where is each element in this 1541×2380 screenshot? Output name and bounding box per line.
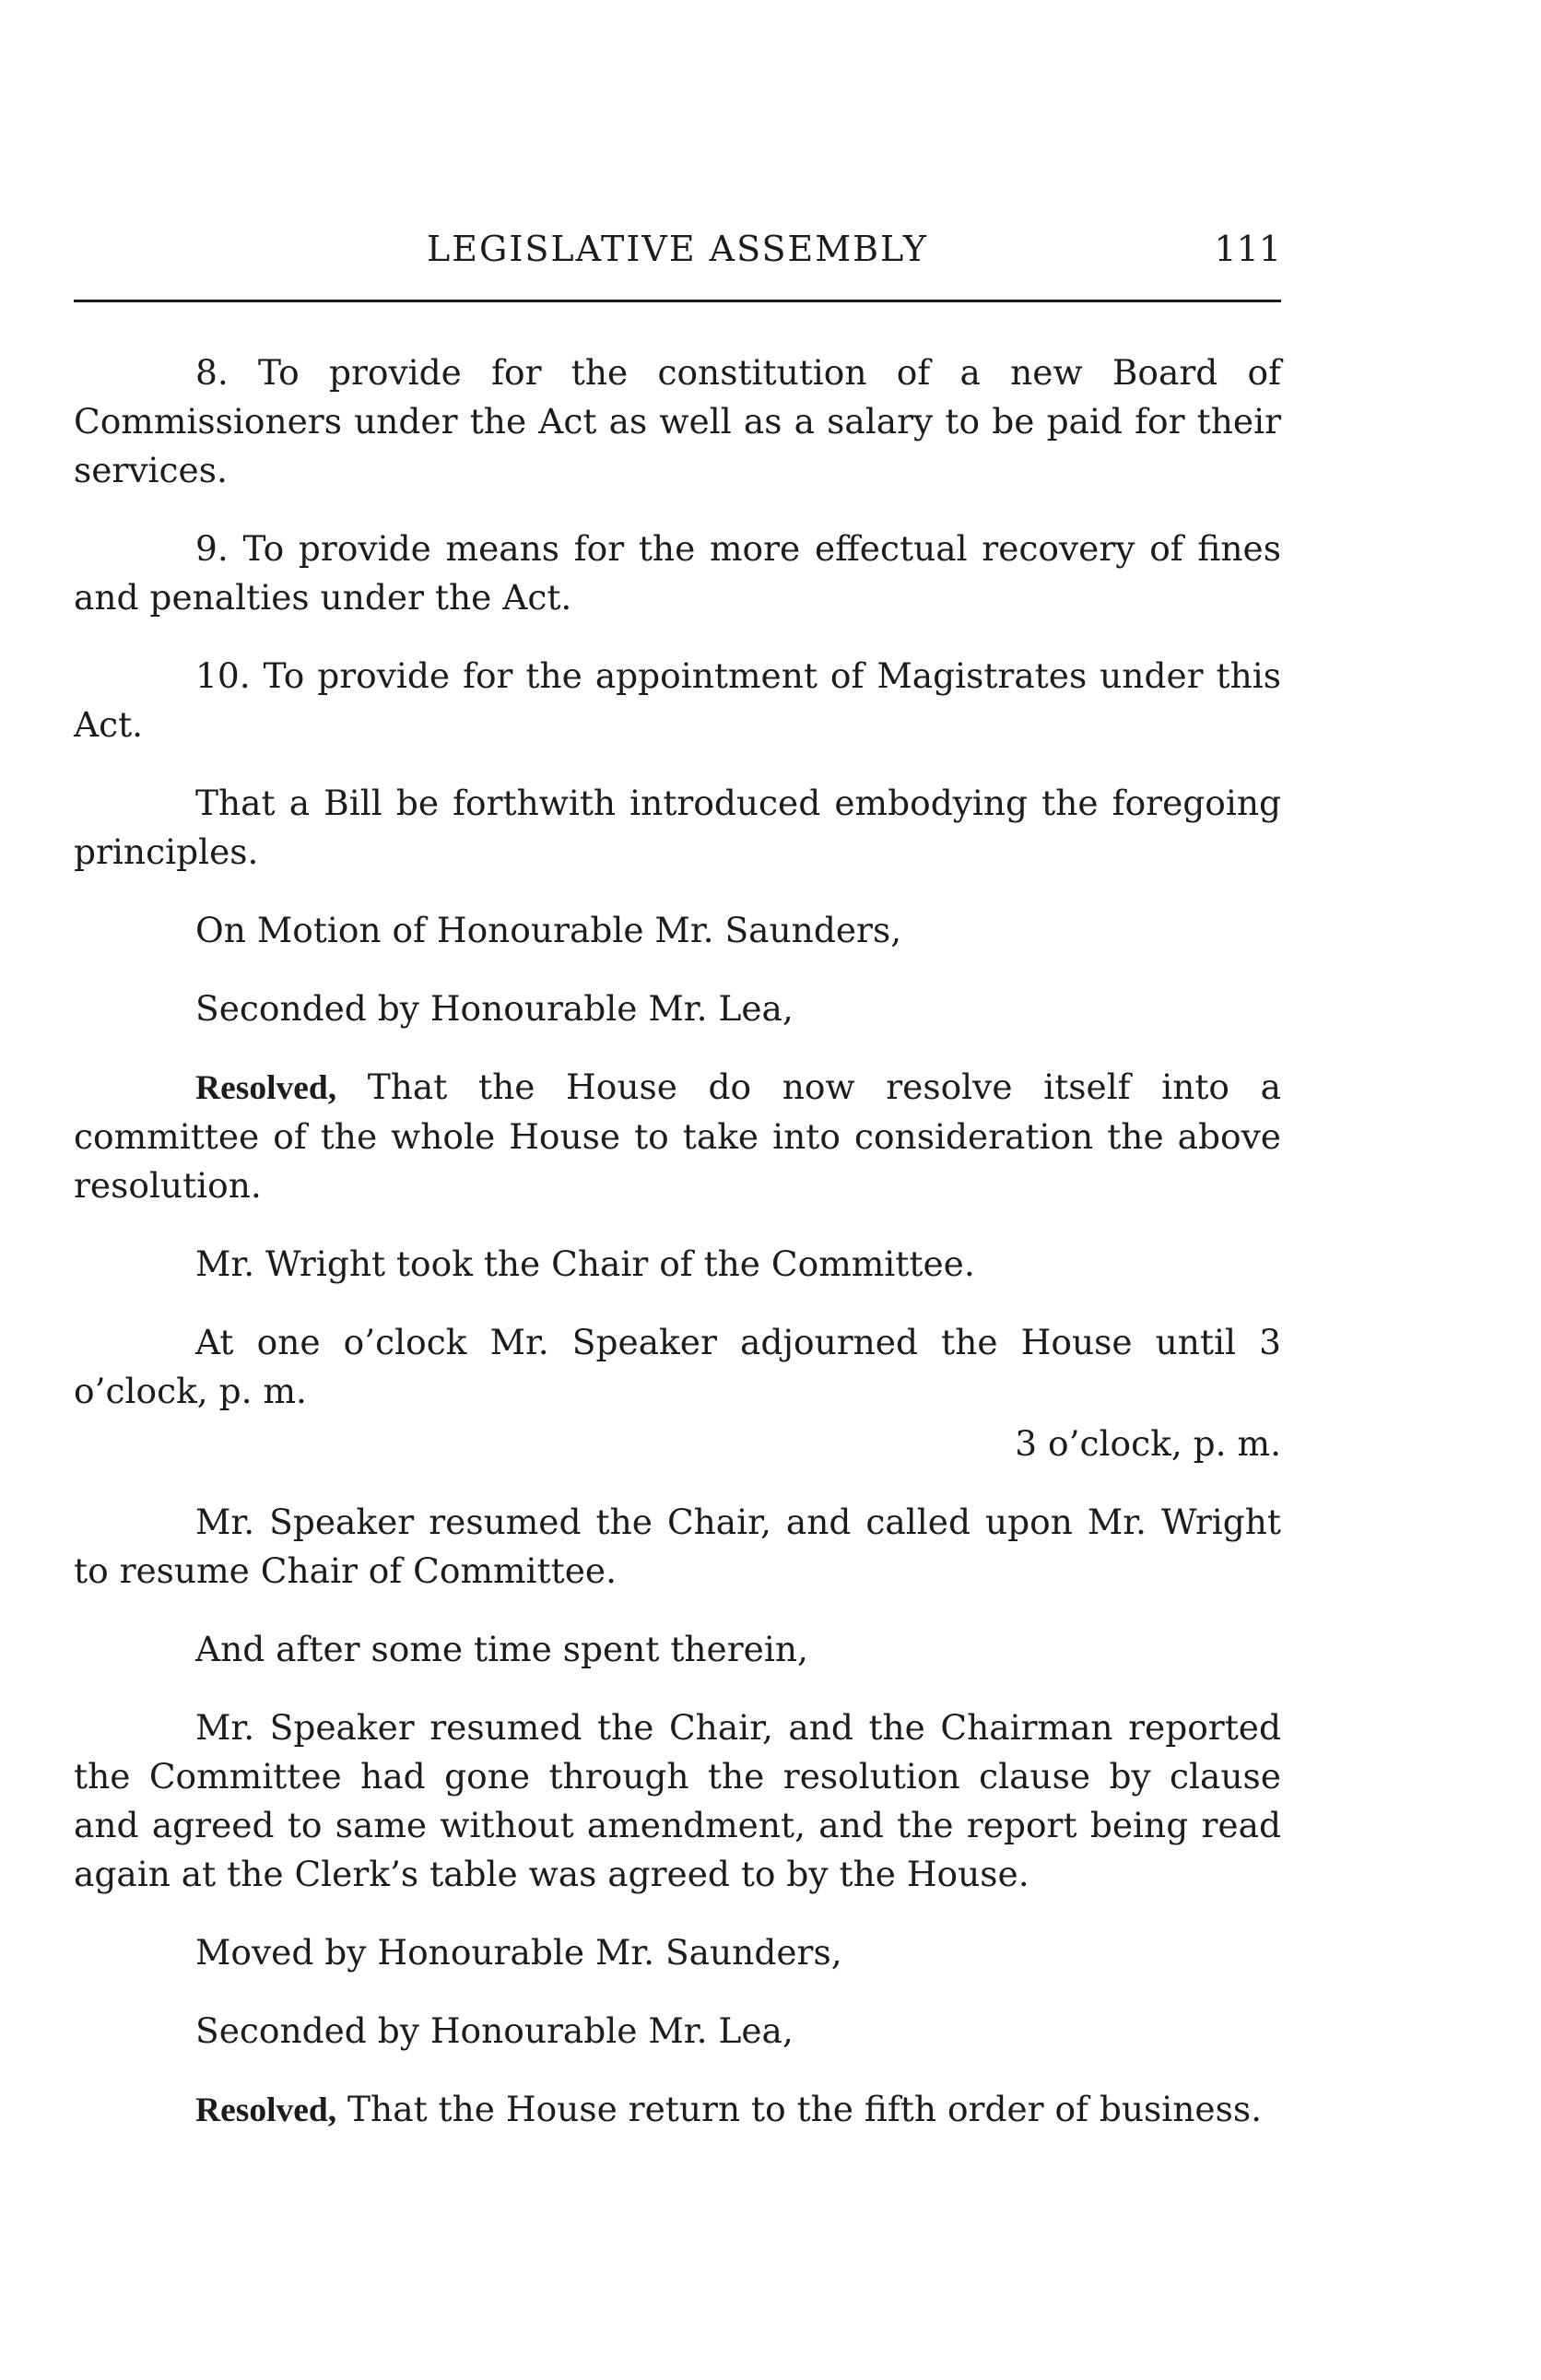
seconded-line: Seconded by Honourable Mr. Lea, xyxy=(195,988,794,1029)
seconded-line-2: Seconded by Honourable Mr. Lea, xyxy=(195,2010,794,2051)
motion-line: On Motion of Honourable Mr. Saunders, xyxy=(195,910,902,950)
body-text xyxy=(74,348,1281,2135)
resolved-label-2: Resolved, xyxy=(195,2091,337,2129)
item-10-paragraph: 10. To provide for the appointment of Magistrates under this Act. xyxy=(74,655,1281,745)
item-9-paragraph: 9. To provide means for the more effectual recovery of fines and penalties under the Act. xyxy=(74,528,1281,618)
chair-line: Mr. Wright took the Chair of the Committee. xyxy=(195,1243,975,1284)
header-rule xyxy=(74,300,1281,302)
page-header xyxy=(74,229,1281,280)
resolved-text: That the House do now resolve itself into a committee of the whole House to take into consideration the above resolution. xyxy=(74,1066,1281,1206)
running-head: LEGISLATIVE ASSEMBLY xyxy=(427,229,928,269)
page-number: 111 xyxy=(1214,229,1281,269)
committee-report-paragraph: Mr. Speaker resumed the Chair, and the Chairman reported the Committee had gone through the resolution clause by clause and agreed to same without amendment, and the report being read again at the Clerk’s table was agreed to by the House. xyxy=(74,1707,1281,1894)
speaker-resumed-paragraph: Mr. Speaker resumed the Chair, and called upon Mr. Wright to resume Chair of Committee. xyxy=(74,1502,1281,1591)
item-8-paragraph: 8. To provide for the constitution of a new Board of Commissioners under the Act as well as a salary to be paid for their services. xyxy=(74,352,1281,490)
resolved-paragraph-2 xyxy=(74,2085,1281,2135)
resolved-label: Resolved, xyxy=(195,1069,337,1107)
bill-resolution-paragraph: That a Bill be forthwith introduced embodying the foregoing principles. xyxy=(74,783,1281,872)
moved-line: Moved by Honourable Mr. Saunders, xyxy=(195,1932,842,1973)
time-heading: 3 o’clock, p. m. xyxy=(1015,1423,1281,1464)
adjournment-paragraph: At one o’clock Mr. Speaker adjourned the House until 3 o’clock, p. m. xyxy=(74,1322,1281,1411)
resolved-text-2: That the House return to the fifth order of business. xyxy=(336,2089,1263,2129)
resolved-paragraph xyxy=(74,1063,1281,1210)
time-spent-line: And after some time spent therein, xyxy=(195,1629,808,1669)
